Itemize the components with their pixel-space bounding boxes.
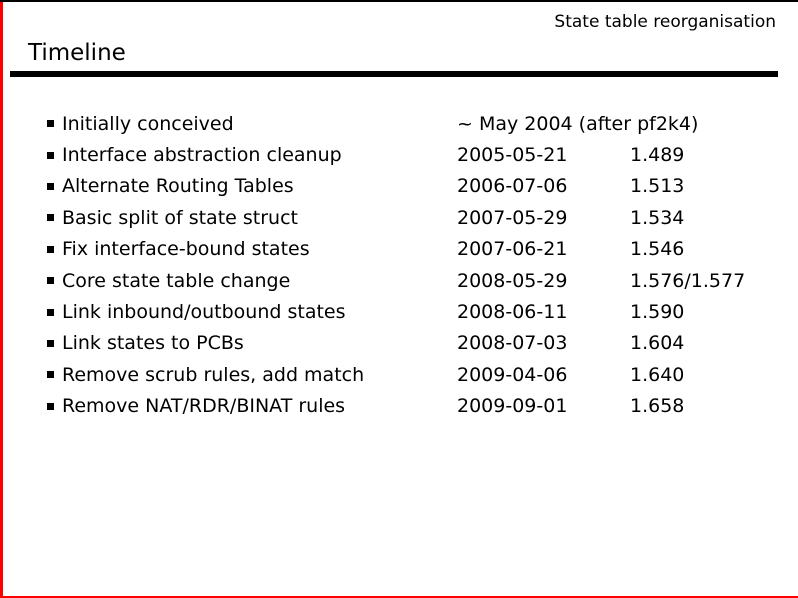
deck-title: State table reorganisation <box>554 12 776 32</box>
timeline-item-date: 2008-07-03 <box>457 332 568 355</box>
timeline-row <box>0 171 798 202</box>
timeline-row <box>0 328 798 359</box>
timeline-item-version: 1.534 <box>630 206 685 229</box>
timeline-item-text: Initially conceived <box>62 112 234 135</box>
timeline-row <box>0 391 798 422</box>
timeline-item-date: 2008-05-29 <box>457 269 568 292</box>
timeline-item-text: Basic split of state struct <box>62 206 298 229</box>
timeline-item-text: Link states to PCBs <box>62 332 244 355</box>
timeline-item-version: 1.513 <box>630 175 685 198</box>
timeline-row <box>0 202 798 233</box>
bullet-square-icon <box>47 340 54 347</box>
timeline-item-date: ~ May 2004 (after pf2k4) <box>457 112 699 135</box>
bullet-square-icon <box>47 371 54 378</box>
timeline-item-version: 1.590 <box>630 301 685 324</box>
timeline-list <box>0 108 798 422</box>
bullet-square-icon <box>47 309 54 316</box>
timeline-row <box>0 108 798 139</box>
timeline-item-text: Remove NAT/RDR/BINAT rules <box>62 395 346 418</box>
bullet-square-icon <box>47 120 54 127</box>
bullet-square-icon <box>47 246 54 253</box>
timeline-item-text: Link inbound/outbound states <box>62 301 346 324</box>
bullet-square-icon <box>47 277 54 284</box>
timeline-item-date: 2007-06-21 <box>457 238 568 261</box>
timeline-row <box>0 139 798 170</box>
timeline-row <box>0 359 798 390</box>
timeline-item-version: 1.546 <box>630 238 685 261</box>
timeline-item-date: 2005-05-21 <box>457 144 568 167</box>
timeline-row <box>0 265 798 296</box>
timeline-item-version: 1.489 <box>630 144 685 167</box>
timeline-item-date: 2009-04-06 <box>457 363 568 386</box>
timeline-item-text: Fix interface-bound states <box>62 238 310 261</box>
timeline-item-version: 1.640 <box>630 363 685 386</box>
timeline-item-version: 1.604 <box>630 332 685 355</box>
timeline-item-text: Alternate Routing Tables <box>62 175 294 198</box>
slide-left-border <box>0 0 3 598</box>
timeline-item-date: 2008-06-11 <box>457 301 568 324</box>
timeline-item-text: Core state table change <box>62 269 291 292</box>
bullet-square-icon <box>47 403 54 410</box>
timeline-row <box>0 234 798 265</box>
page-title: Timeline <box>28 40 126 66</box>
title-divider <box>10 71 778 77</box>
slide-top-border <box>0 0 798 2</box>
timeline-item-date: 2006-07-06 <box>457 175 568 198</box>
timeline-item-date: 2007-05-29 <box>457 206 568 229</box>
timeline-item-text: Remove scrub rules, add match <box>62 363 365 386</box>
timeline-row <box>0 296 798 327</box>
bullet-square-icon <box>47 214 54 221</box>
bullet-square-icon <box>47 152 54 159</box>
timeline-item-version: 1.576/1.577 <box>630 269 746 292</box>
timeline-item-text: Interface abstraction cleanup <box>62 144 342 167</box>
timeline-item-date: 2009-09-01 <box>457 395 568 418</box>
bullet-square-icon <box>47 183 54 190</box>
timeline-item-version: 1.658 <box>630 395 685 418</box>
